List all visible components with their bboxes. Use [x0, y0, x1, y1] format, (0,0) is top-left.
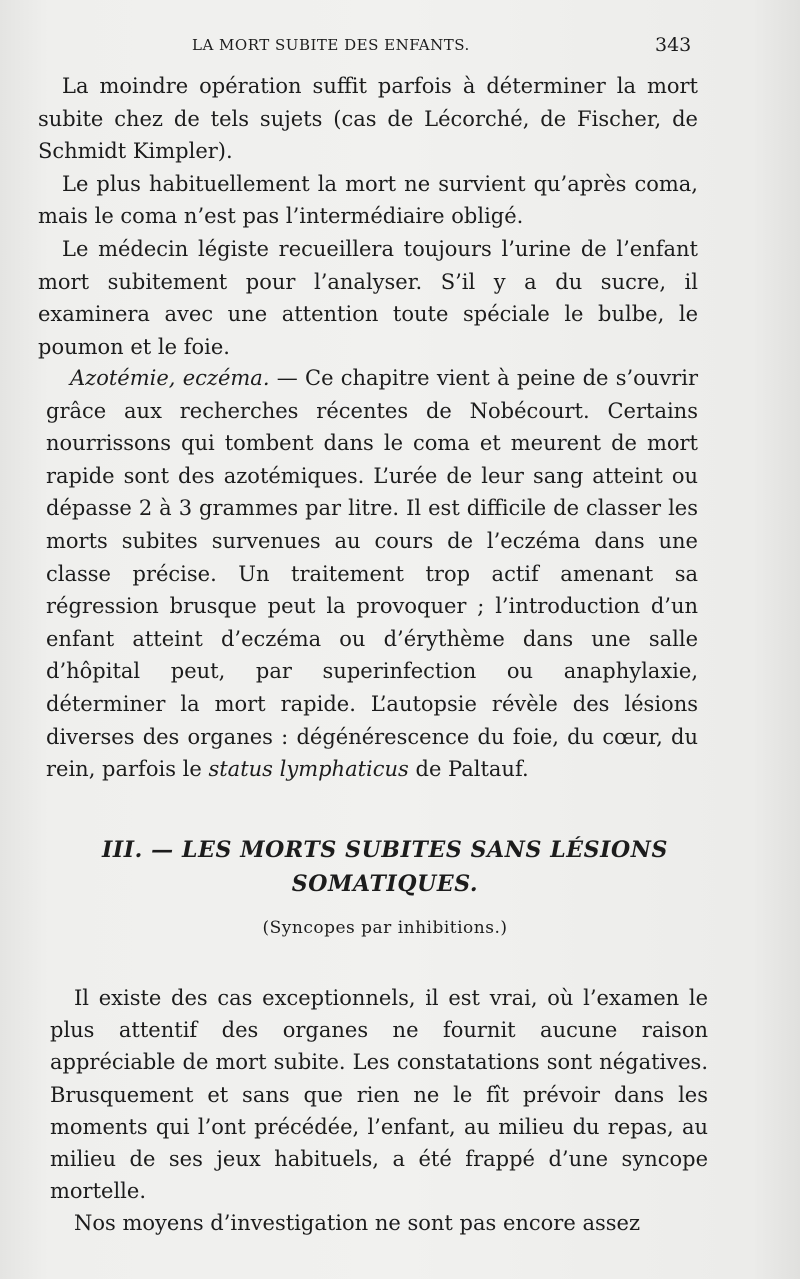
body-text-azotemie: [46, 362, 698, 786]
paragraph-moyens-investigation: Nos moyens d’investigation ne sont pas encore assez: [74, 1211, 641, 1236]
azotemie-title: Azotémie, eczéma.: [70, 366, 270, 390]
page-header: [0, 36, 800, 58]
body-text-bottom: [50, 982, 708, 1240]
section-subheading: (Syncopes par inhibitions.): [262, 918, 508, 938]
page-number: 343: [655, 34, 692, 56]
paragraph-operation: La moindre opération suffit parfois à déterminer la mort subite chez de tels sujets (cas de Lécorché, de Fischer, de Schmidt Kimpler).: [38, 74, 698, 164]
paragraph-medecin-legiste: Le médecin légiste recueillera toujours l’urine de l’enfant mort subitement pour l’analyser. S’il y a du sucre, il examinera avec une attention toute spéciale le bulbe, le poumon et le foie.: [38, 236, 698, 359]
section-heading-line2: SOMATIQUES.: [291, 871, 479, 897]
section-heading-line1: III. — LES MORTS SUBITES SANS LÉSIONS: [101, 837, 668, 863]
azotemie-text-2: de Paltauf.: [408, 757, 529, 782]
status-lymphaticus-term: status lymphaticus: [208, 757, 409, 782]
azotemie-text-1: — Ce chapitre vient à peine de s’ouvrir grâce aux recherches récentes de Nobécourt. Certains nourrissons qui tombent dans le coma et meurent de mort rapide sont des azotémiques. L’urée de leur sang atteint ou dépasse 2 à 3 grammes par litre. Il est difficile de classer les morts subites survenues au cours de l’eczéma dans une classe précise. Un traitement trop actif amenant sa régression brusque peut la provoquer ; l’introduction d’un enfant atteint d’eczéma ou d’érythème dans une salle d’hôpital peut, par superinfection ou anaphylaxie, déterminer la mort rapide. L’autopsie révèle des lésions diverses des organes : dégénérescence du foie, du cœur, du rein, parfois le: [46, 366, 699, 782]
running-head: LA MORT SUBITE DES ENFANTS.: [192, 36, 470, 54]
body-text-top: [38, 70, 698, 363]
paragraph-cas-exceptionnels: Il existe des cas exceptionnels, il est vrai, où l’examen le plus attentif des organes ne fournit aucune raison appréciable de mort subite. Les constatations sont négatives. Brusquement et sans que rien ne le fît prévoir dans les moments qui l’ont précédée, l’enfant, au milieu du repas, au milieu de ses jeux habituels, a été frappé d’une syncope mortelle.: [50, 986, 708, 1204]
paragraph-coma: Le plus habituellement la mort ne survient qu’après coma, mais le coma n’est pas l’intermédiaire obligé.: [38, 171, 698, 229]
section-heading: [60, 833, 710, 901]
paragraph-azotemie: [46, 362, 698, 786]
